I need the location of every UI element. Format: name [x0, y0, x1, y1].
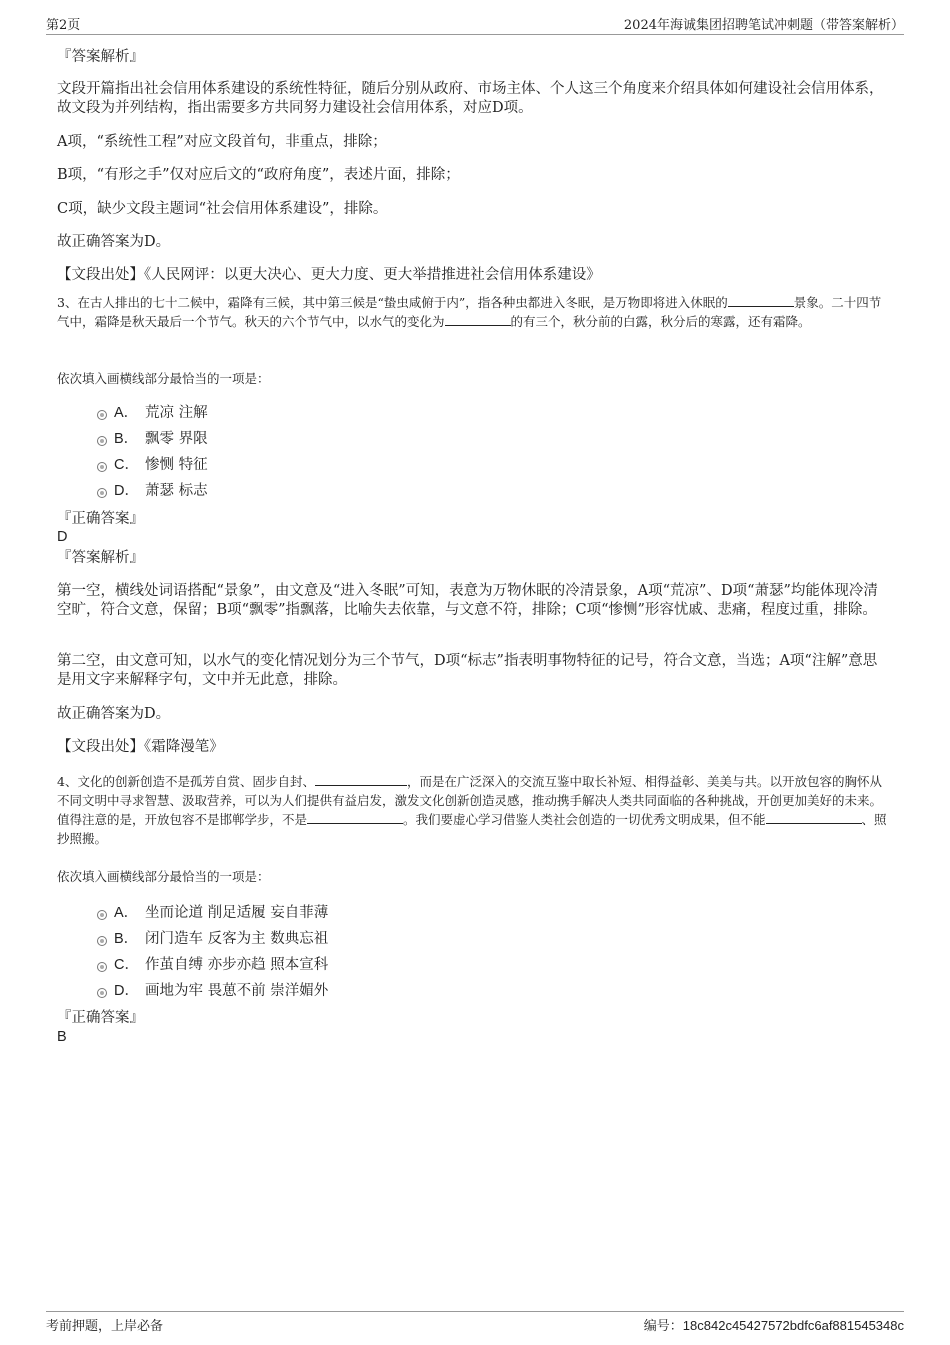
- fill-blank: [766, 811, 862, 824]
- question-4-stem: [57, 772, 887, 848]
- analysis-paragraph: 文段开篇指出社会信用体系建设的系统性特征，随后分别从政府、市场主体、个人这三个角度来介绍具体如何建设社会信用体系，故文段为并列结构，指出需要多方共同努力建设社会信用体系，对应D项。: [57, 81, 884, 116]
- stem-part: 4、文化的创新创造不是孤芳自赏、固步自封、: [57, 774, 315, 789]
- code-label: 编号：: [643, 1319, 683, 1334]
- code-value: 18c842c45427572bdfc6af881545348c: [682, 1318, 904, 1333]
- answer-value: D: [57, 529, 68, 545]
- document-code: [644, 1315, 904, 1334]
- option-text: 荒凉 注解: [145, 405, 208, 421]
- page-footer: [46, 1311, 904, 1334]
- option-text: 惨恻 特征: [145, 457, 208, 473]
- radio-icon[interactable]: [97, 410, 107, 420]
- answer-label: 『正确答案』: [57, 511, 144, 527]
- option-text: 作茧自缚 亦步亦趋 照本宣科: [145, 957, 329, 973]
- stem-part: 的有三个，秋分前的白露，秋分后的寒露，还有霜降。: [510, 314, 811, 329]
- fill-blank: [445, 313, 511, 326]
- option-letter: B．: [114, 431, 139, 447]
- analysis-option-b: B项，“有形之手”仅对应后文的“政府角度”，表述片面，排除；: [57, 167, 460, 183]
- option-text: 闭门造车 反客为主 数典忘祖: [145, 931, 329, 947]
- conclusion: 故正确答案为D。: [57, 234, 171, 250]
- option-text: 坐而论道 削足适履 妄自菲薄: [145, 905, 329, 921]
- question-prompt: 依次填入画横线部分最恰当的一项是：: [57, 869, 270, 884]
- option-letter: C．: [114, 457, 139, 473]
- answer-value: B: [57, 1029, 67, 1045]
- fill-blank: [728, 294, 794, 307]
- stem-part: 、照抄照搬。: [57, 812, 887, 846]
- fill-blank: [315, 773, 407, 786]
- option-letter: D．: [114, 483, 139, 499]
- analysis-option-a: A项，“系统性工程”对应文段首句，非重点，排除；: [57, 134, 387, 150]
- analysis-paragraph: 第一空，横线处词语搭配“景象”，由文意及“进入冬眠”可知，表意为万物休眠的冷清景象，A项“荒凉”、D项“萧瑟”均能体现冷清空旷，符合文意，保留；B项“飘零”指飘落，比喻失去依靠，与文意不符，排除；C项“惨恻”形容忧戚、悲痛，程度过重，排除。: [57, 583, 878, 618]
- option-text: 萧瑟 标志: [145, 483, 208, 499]
- option-letter: D．: [114, 983, 139, 999]
- radio-icon[interactable]: [97, 988, 107, 998]
- option-letter: B．: [114, 931, 139, 947]
- option-letter: A．: [114, 905, 139, 921]
- radio-icon[interactable]: [97, 936, 107, 946]
- analysis-paragraph: 第二空，由文意可知，以水气的变化情况划分为三个节气，D项“标志”指表明事物特征的记号，符合文意，当选；A项“注解”意思是用文字来解释字句，文中并无此意，排除。: [57, 653, 878, 688]
- analysis-label: 『答案解析』: [57, 550, 144, 566]
- page-header: [46, 14, 904, 35]
- analysis-option-c: C项，缺少文段主题词“社会信用体系建设”，排除。: [57, 201, 388, 217]
- radio-icon[interactable]: [97, 462, 107, 472]
- stem-part: 景象。二十四节气中，霜降是秋天最后一个节气。秋天的六个节气中，以水气的变化为: [57, 295, 882, 329]
- source-citation: 【文段出处】《霜降漫笔》: [57, 739, 224, 755]
- radio-icon[interactable]: [97, 962, 107, 972]
- radio-icon[interactable]: [97, 436, 107, 446]
- question-3-stem: [57, 293, 887, 331]
- analysis-label: 『答案解析』: [57, 49, 144, 65]
- option-letter: C．: [114, 957, 139, 973]
- stem-part: 3、在古人排出的七十二候中，霜降有三候，其中第三候是“蛰虫咸俯于内”，指各种虫都进入冬眠，是万物即将进入休眠的: [57, 295, 728, 310]
- option-text: 画地为牢 畏葸不前 崇洋媚外: [145, 983, 329, 999]
- stem-part: ，而是在广泛深入的交流互鉴中取长补短、相得益彰、美美与共。以开放包容的胸怀从不同文明中寻求智慧、汲取营养，可以为人们提供有益启发，激发文化创新创造灵感，推动携手解决人类共同面临的各种挑战，开创更加美好的未来。值得注意的是，开放包容不是邯郸学步，不是: [57, 774, 883, 827]
- conclusion: 故正确答案为D。: [57, 706, 171, 722]
- stem-part: 。我们要虚心学习借鉴人类社会创造的一切优秀文明成果，但不能: [403, 812, 766, 827]
- footer-slogan: 考前押题，上岸必备: [46, 1319, 164, 1334]
- document-title: 2024年海诚集团招聘笔试冲刺题（带答案解析）: [623, 18, 904, 33]
- option-letter: A．: [114, 405, 139, 421]
- option-text: 飘零 界限: [145, 431, 208, 447]
- fill-blank: [307, 811, 403, 824]
- radio-icon[interactable]: [97, 488, 107, 498]
- answer-label: 『正确答案』: [57, 1010, 144, 1026]
- radio-icon[interactable]: [97, 910, 107, 920]
- source-citation: 【文段出处】《人民网评：以更大决心、更大力度、更大举措推进社会信用体系建设》: [57, 267, 601, 283]
- page-number: 第2页: [46, 18, 81, 33]
- question-prompt: 依次填入画横线部分最恰当的一项是：: [57, 371, 270, 386]
